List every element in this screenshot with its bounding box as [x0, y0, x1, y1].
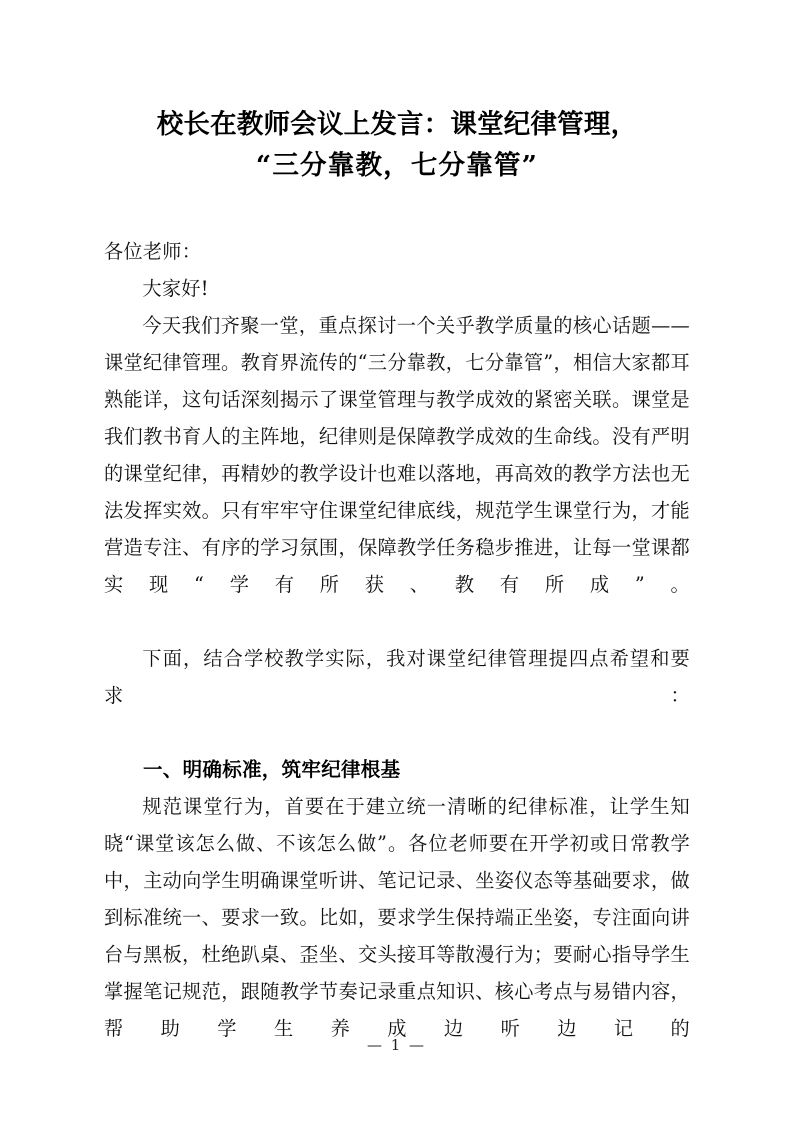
document-title-line-1: 校长在教师会议上发言：课堂纪律管理， [156, 109, 638, 140]
section-heading-one: 一、明确标准，筑牢纪律根基 [143, 758, 401, 781]
document-body [104, 233, 690, 1084]
paragraph-intro: 今天我们齐聚一堂，重点探讨一个关乎教学质量的核心话题——课堂纪律管理。教育界流传的“三分靠教，七分靠管”，相信大家都耳熟能详，这句话深刻揭示了课堂管理与教学成效的紧密关联。课堂是我们教书育人的主阵地，纪律则是保障教学成效的生命线。没有严明的课堂纪律，再精妙的教学设计也难以落地，再高效的教学方法也无法发挥实效。只有牢牢守住课堂纪律底线，规范学生课堂行为，才能营造专注、有序的学习氛围，保障教学任务稳步推进，让每一堂课都实现“学有所获、教有所成”。 [104, 314, 690, 596]
page-number-footer: — 1 — [366, 1036, 427, 1054]
paragraph-transition: 下面，结合学校教学实际，我对课堂纪律管理提四点希望和要求： [104, 647, 690, 707]
greeting-line: 大家好! [142, 277, 209, 300]
document-title [104, 104, 690, 186]
section-body-one: 规范课堂行为，首要在于建立统一清晰的纪律标准，让学生知晓“课堂该怎么做、不该怎么做”。各位老师要在开学初或日常教学中，主动向学生明确课堂听讲、笔记记录、坐姿仪态等基础要求，做到标准统一、要求一致。比如，要求学生保持端正坐姿，专注面向讲台与黑板，杜绝趴桌、歪坐、交头接耳等散漫行为；要耐心指导学生掌握笔记规范，跟随教学节奏记录重点知识、核心考点与易错内容，帮助学生养成边听边记的 [104, 795, 690, 1040]
document-title-line-2: “三分靠教，七分靠管” [255, 150, 539, 181]
salutation-line: 各位老师： [104, 240, 202, 263]
